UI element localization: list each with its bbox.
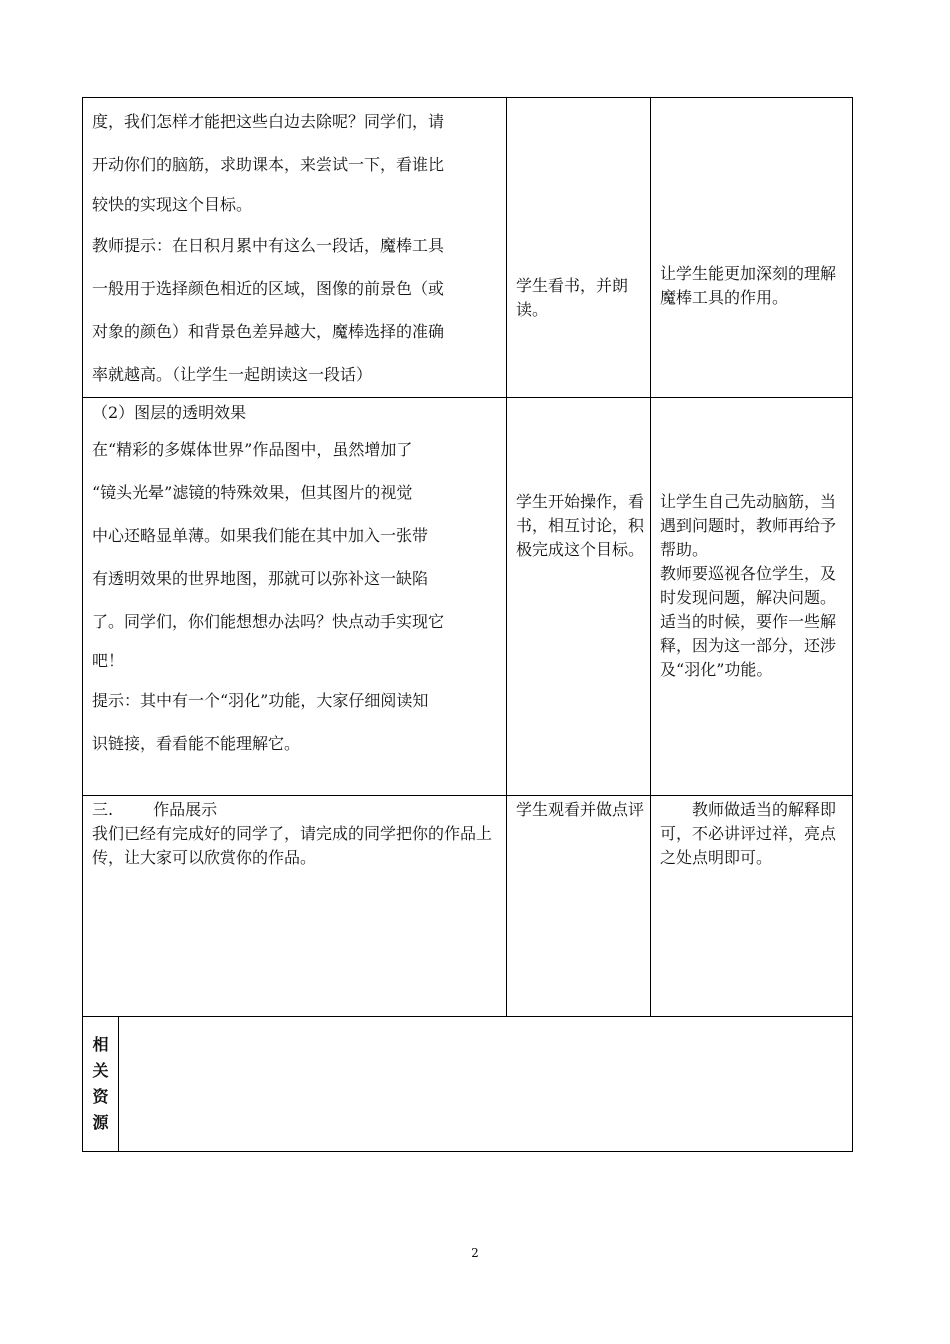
resources-label	[83, 1017, 119, 1152]
text-line: 一般用于选择颜色相近的区域，图像的前景色（或	[92, 279, 445, 298]
text-line: “镜头光晕”滤镜的特殊效果，但其图片的视觉	[92, 483, 413, 502]
activity-cell	[83, 796, 507, 1017]
table-row	[83, 398, 853, 796]
section-number: 三.	[92, 800, 114, 819]
student-activity-text: 学生开始操作，看书，相互讨论，积极完成这个目标。	[516, 492, 645, 559]
text-line: 在“精彩的多媒体世界”作品图中，虽然增加了	[92, 440, 413, 459]
design-intent-text: 教师做适当的解释即可，不必讲评过祥，亮点之处点明即可。	[660, 800, 837, 867]
design-intent-cell	[651, 796, 853, 1017]
page-number: 2	[471, 1246, 479, 1260]
activity-text: 我们已经有完成好的同学了，请完成的同学把你的作品上传，让大家可以欣赏你的作品。	[92, 824, 493, 867]
text-line: 开动你们的脑筋，求助课本，来尝试一下，看谁比	[92, 155, 445, 174]
label-char: 相	[92, 1035, 109, 1054]
section-heading: （2）图层的透明效果	[92, 403, 247, 422]
design-intent-text: 教师要巡视各位学生，及时发现问题，解决问题。适当的时候，要作一些解释，因为这一部分，还涉及“羽化”功能。	[660, 564, 837, 679]
table-row	[83, 1017, 853, 1152]
student-activity-cell	[507, 398, 651, 796]
activity-cell	[83, 98, 507, 398]
text-line: 了。同学们，你们能想想办法吗？快点动手实现它	[92, 612, 445, 631]
student-activity-cell	[507, 796, 651, 1017]
table-row	[83, 98, 853, 398]
label-char: 源	[92, 1113, 109, 1132]
text-line: 度，我们怎样才能把这些白边去除呢？同学们，请	[92, 112, 445, 131]
text-line: 提示：其中有一个“羽化”功能，大家仔细阅读知	[92, 691, 429, 710]
section-title: 作品展示	[153, 800, 218, 819]
label-char: 关	[92, 1061, 109, 1080]
lesson-plan-table	[82, 97, 853, 1152]
text-line: 吧！	[92, 651, 125, 670]
text-line: 中心还略显单薄。如果我们能在其中加入一张带	[92, 526, 429, 545]
student-activity-text: 学生看书，并朗读。	[516, 275, 629, 319]
student-activity-cell	[507, 98, 651, 398]
design-intent-cell	[651, 398, 853, 796]
design-intent-text: 让学生自己先动脑筋，当遇到问题时，教师再给予帮助。	[660, 492, 837, 559]
design-intent-cell	[651, 98, 853, 398]
label-char: 资	[92, 1087, 109, 1106]
resources-content	[119, 1017, 853, 1152]
design-intent-text: 让学生能更加深刻的理解魔棒工具的作用。	[660, 263, 837, 307]
activity-cell	[83, 398, 507, 796]
text-line: 率就越高。（让学生一起朗读这一段话）	[92, 365, 373, 384]
table-row	[83, 796, 853, 1017]
student-activity-text: 学生观看并做点评	[516, 800, 645, 819]
text-line: 教师提示：在日积月累中有这么一段话，魔棒工具	[92, 236, 445, 255]
text-line: 较快的实现这个目标。	[92, 195, 253, 214]
text-line: 识链接，看看能不能理解它。	[92, 734, 301, 753]
text-line: 有透明效果的世界地图，那就可以弥补这一缺陷	[92, 569, 429, 588]
text-line: 对象的颜色）和背景色差异越大，魔棒选择的准确	[92, 322, 445, 341]
